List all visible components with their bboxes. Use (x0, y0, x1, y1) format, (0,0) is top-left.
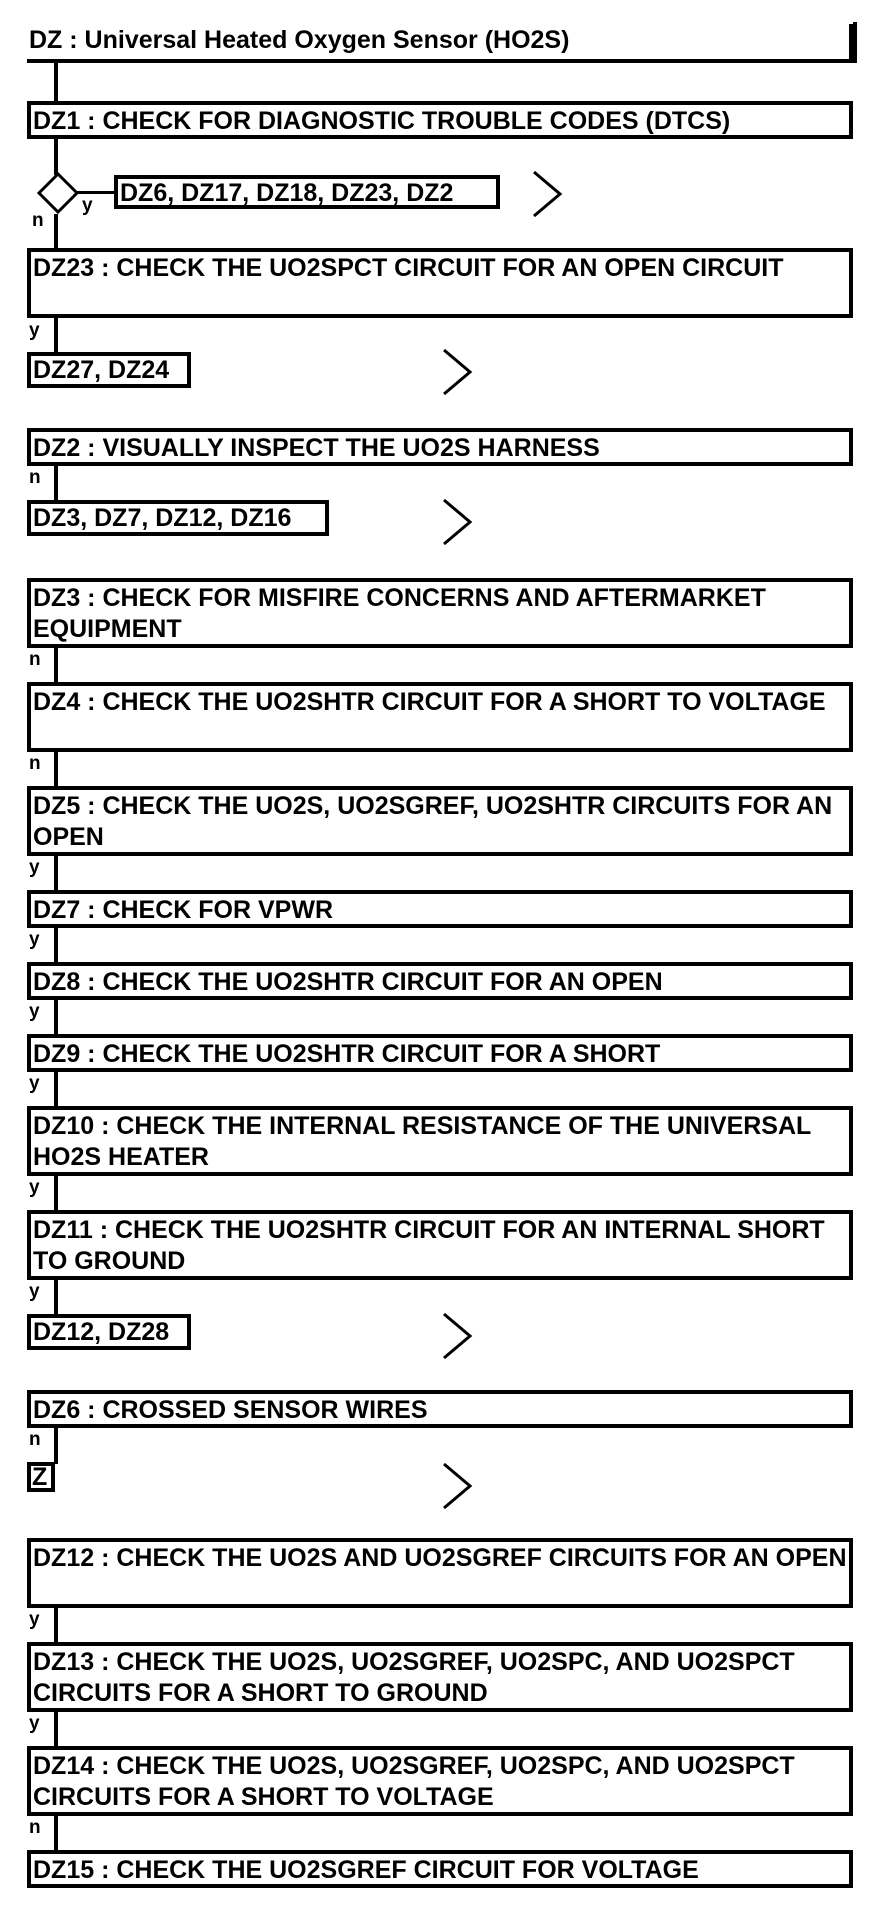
step-dz1-text: DZ1 : CHECK FOR DIAGNOSTIC TROUBLE CODES (DTCS) (33, 107, 731, 135)
connector (54, 1072, 58, 1108)
ref-dz1-yes (114, 175, 500, 209)
branch-no-label: n (29, 1429, 41, 1450)
branch-no-label: n (32, 210, 44, 231)
connector (54, 752, 58, 788)
connector (54, 1816, 58, 1852)
step-dz3 (27, 578, 853, 648)
step-dz4 (27, 682, 853, 752)
step-dz10 (27, 1106, 853, 1176)
connector (54, 1712, 58, 1748)
branch-yes-label: y (29, 857, 40, 878)
ref-dz2-no-text: DZ3, DZ7, DZ12, DZ16 (33, 504, 292, 532)
chevron-right-icon (440, 1460, 476, 1512)
connector (54, 648, 58, 684)
ref-dz2-no (27, 500, 329, 536)
step-dz3-text: DZ3 : CHECK FOR MISFIRE CONCERNS AND AFTERMARKET EQUIPMENT (33, 584, 766, 643)
branch-yes-label: y (82, 195, 93, 216)
step-dz5-text: DZ5 : CHECK THE UO2S, UO2SGREF, UO2SHTR CIRCUITS FOR AN OPEN (33, 792, 833, 851)
step-dz9 (27, 1034, 853, 1072)
connector (54, 1428, 58, 1464)
step-dz2 (27, 428, 853, 466)
step-dz9-text: DZ9 : CHECK THE UO2SHTR CIRCUIT FOR A SHORT (33, 1040, 661, 1068)
ref-dz11-yes-text: DZ12, DZ28 (33, 1318, 170, 1346)
step-dz15 (27, 1850, 853, 1888)
step-dz7-text: DZ7 : CHECK FOR VPWR (33, 896, 333, 924)
chevron-right-icon (440, 346, 476, 398)
ref-dz6-no (27, 1462, 55, 1492)
title-text: DZ : Universal Heated Oxygen Sensor (HO2S) (29, 26, 570, 54)
branch-no-label: n (29, 649, 41, 670)
connector (54, 1608, 58, 1644)
connector (54, 1176, 58, 1212)
connector (54, 214, 58, 250)
branch-yes-label: y (29, 320, 40, 341)
branch-no-label: n (29, 753, 41, 774)
branch-yes-label: y (29, 1281, 40, 1302)
step-dz12-text: DZ12 : CHECK THE UO2S AND UO2SGREF CIRCUITS FOR AN OPEN (33, 1544, 847, 1572)
ref-dz1-yes-text: DZ6, DZ17, DZ18, DZ23, DZ2 (120, 179, 454, 207)
chevron-right-icon (440, 496, 476, 548)
connector (54, 318, 58, 354)
connector (54, 928, 58, 964)
branch-no-label: n (29, 467, 41, 488)
branch-yes-label: y (29, 1609, 40, 1630)
step-dz13-text: DZ13 : CHECK THE UO2S, UO2SGREF, UO2SPC, AND UO2SPCT CIRCUITS FOR A SHORT TO GROUND (33, 1648, 795, 1707)
step-dz14 (27, 1746, 853, 1816)
branch-no-label: n (29, 1817, 41, 1838)
connector (54, 1280, 58, 1316)
chevron-right-icon (440, 1310, 476, 1362)
connector (76, 191, 116, 194)
ref-dz6-no-text: Z (32, 1463, 48, 1491)
step-dz8 (27, 962, 853, 1000)
step-dz15-text: DZ15 : CHECK THE UO2SGREF CIRCUIT FOR VOLTAGE (33, 1856, 699, 1884)
branch-yes-label: y (29, 1001, 40, 1022)
step-dz11-text: DZ11 : CHECK THE UO2SHTR CIRCUIT FOR AN INTERNAL SHORT TO GROUND (33, 1216, 825, 1275)
step-dz14-text: DZ14 : CHECK THE UO2S, UO2SGREF, UO2SPC, AND UO2SPCT CIRCUITS FOR A SHORT TO VOLTAGE (33, 1752, 795, 1811)
branch-yes-label: y (29, 929, 40, 950)
step-dz4-text: DZ4 : CHECK THE UO2SHTR CIRCUIT FOR A SHORT TO VOLTAGE (33, 688, 826, 716)
step-dz6 (27, 1390, 853, 1428)
connector (54, 466, 58, 502)
connector (54, 1000, 58, 1036)
branch-yes-label: y (29, 1177, 40, 1198)
ref-dz11-yes (27, 1314, 191, 1350)
step-dz10-text: DZ10 : CHECK THE INTERNAL RESISTANCE OF THE UNIVERSAL HO2S HEATER (33, 1112, 811, 1171)
step-dz7 (27, 890, 853, 928)
ref-dz23-yes (27, 352, 191, 388)
branch-yes-label: y (29, 1073, 40, 1094)
connector (54, 63, 58, 103)
ref-dz23-yes-text: DZ27, DZ24 (33, 356, 170, 384)
step-dz6-text: DZ6 : CROSSED SENSOR WIRES (33, 1396, 428, 1424)
step-dz2-text: DZ2 : VISUALLY INSPECT THE UO2S HARNESS (33, 434, 600, 462)
connector (54, 856, 58, 892)
step-dz8-text: DZ8 : CHECK THE UO2SHTR CIRCUIT FOR AN OPEN (33, 968, 663, 996)
step-dz23 (27, 248, 853, 318)
step-dz1 (27, 101, 853, 139)
step-dz23-text: DZ23 : CHECK THE UO2SPCT CIRCUIT FOR AN OPEN CIRCUIT (33, 254, 784, 282)
chevron-right-icon (530, 168, 566, 220)
step-dz13 (27, 1642, 853, 1712)
step-dz5 (27, 786, 853, 856)
connector (853, 22, 857, 63)
branch-yes-label: y (29, 1713, 40, 1734)
step-dz11 (27, 1210, 853, 1280)
title-box (27, 24, 853, 63)
step-dz12 (27, 1538, 853, 1608)
